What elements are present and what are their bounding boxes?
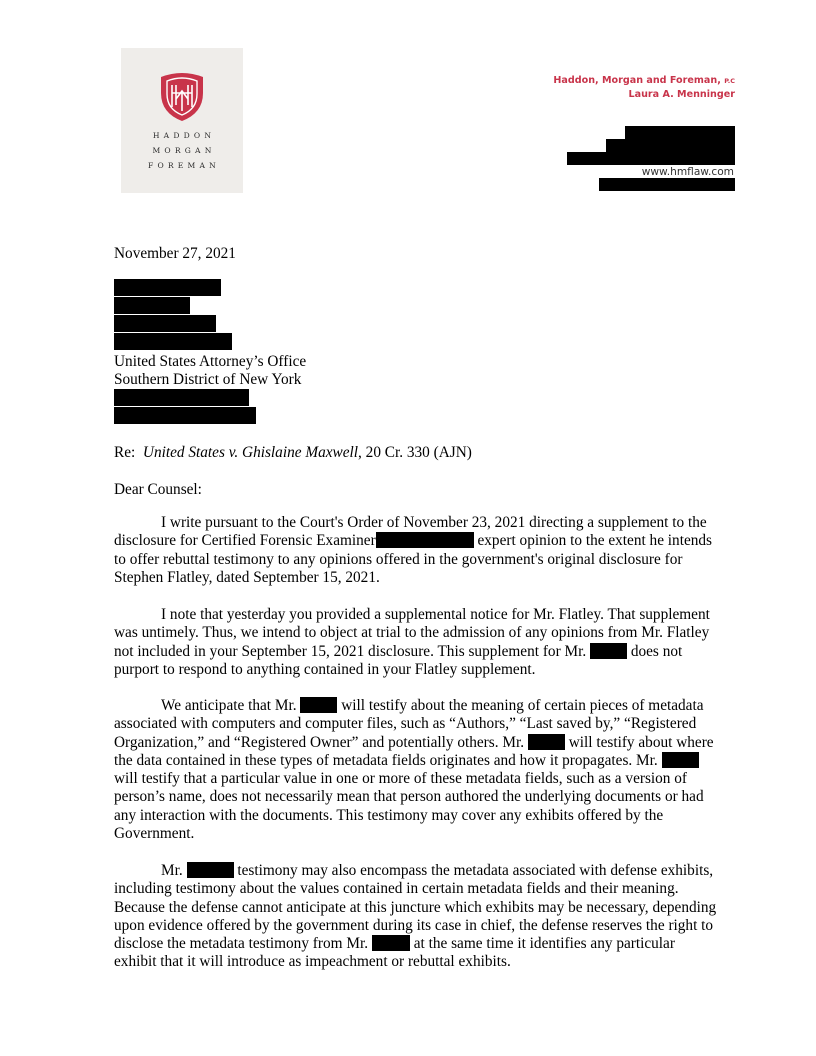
firm-header	[553, 74, 735, 101]
logo-word-foreman: FOREMAN	[147, 161, 221, 170]
paragraph-2: I note that yesterday you provided a supplemental notice for Mr. Flatley. That supplement was untimely. Thus, we intend to object at trial to the admission of any opinions from Mr. Flatley not included in your September 15, 2021 disclosure. This supplement for Mr. does not purport to respond to anything contained in your Flatley supplement.	[114, 606, 710, 678]
redacted-address-3	[567, 152, 735, 165]
case-number: , 20 Cr. 330 (AJN)	[358, 444, 472, 461]
salutation: Dear Counsel:	[114, 481, 202, 498]
logo-wordmark	[121, 128, 243, 173]
redacted-address-4	[599, 178, 735, 191]
shield-logo-icon	[157, 71, 207, 123]
case-title: United States v. Ghislaine Maxwell	[142, 444, 359, 461]
redacted-recipient-6	[114, 407, 256, 424]
firm-logo	[121, 48, 243, 193]
redacted-name	[528, 734, 565, 750]
re-label: Re:	[114, 444, 136, 461]
redacted-recipient-2	[114, 297, 190, 314]
logo-word-haddon: HADDON	[152, 131, 216, 140]
redacted-recipient-3	[114, 315, 216, 332]
redacted-recipient-5	[114, 389, 249, 406]
redacted-recipient-1	[114, 279, 221, 296]
firm-suffix: P.C	[724, 77, 735, 85]
letter-date: November 27, 2021	[114, 245, 236, 262]
redacted-name	[662, 752, 699, 768]
recipient-office: United States Attorney’s Office	[114, 353, 307, 370]
firm-name-line	[553, 74, 735, 88]
redacted-recipient-4	[114, 333, 232, 350]
paragraph-4: Mr. testimony may also encompass the metadata associated with defense exhibits, including testimony about the values contained in certain metadata fields and their meaning. Because the defense cannot anticipate at this juncture which exhibits may be necessary, depending upon evidence offered by the government during its case in chief, the defense reserves the right to disclose the metadata testimony from Mr. at the same time it identifies any particular exhibit that it will introduce as impeachment or rebuttal exhibits.	[114, 862, 717, 971]
logo-word-morgan: MORGAN	[152, 146, 216, 155]
re-line	[114, 444, 472, 462]
redacted-name	[590, 643, 627, 659]
redacted-address-1	[625, 126, 735, 139]
paragraph-1: I write pursuant to the Court's Order of November 23, 2021 directing a supplement to the disclosure for Certified Forensic Examiner expert opinion to the extent he intends to offer rebuttal testimony to any opinions offered in the government's original disclosure for Stephen Flatley, dated September 15, 2021.	[114, 514, 712, 586]
redacted-address-2	[606, 139, 735, 152]
redacted-name	[300, 697, 337, 713]
firm-name: Haddon, Morgan and Foreman,	[553, 75, 721, 86]
redacted-name	[187, 862, 234, 878]
redacted-examiner-name	[376, 532, 474, 548]
recipient-district: Southern District of New York	[114, 371, 302, 388]
website-link[interactable]: www.hmflaw.com	[641, 166, 734, 178]
paragraph-3: We anticipate that Mr. will testify about the meaning of certain pieces of metadata associated with computers and computer files, such as “Authors,” “Last saved by,” “Registered Organization,” and “Registered Owner” and potentially others. Mr. will testify about where the data contained in these types of metadata fields originates and how it propagates. Mr. will testify that a particular value in one or more of these metadata fields, such as a version of person’s name, does not necessarily mean that person authored the underlying documents or had any interaction with the documents. This testimony may cover any exhibits offered by the Government.	[114, 697, 714, 843]
attorney-name: Laura A. Menninger	[628, 89, 735, 100]
redacted-name	[372, 935, 410, 951]
